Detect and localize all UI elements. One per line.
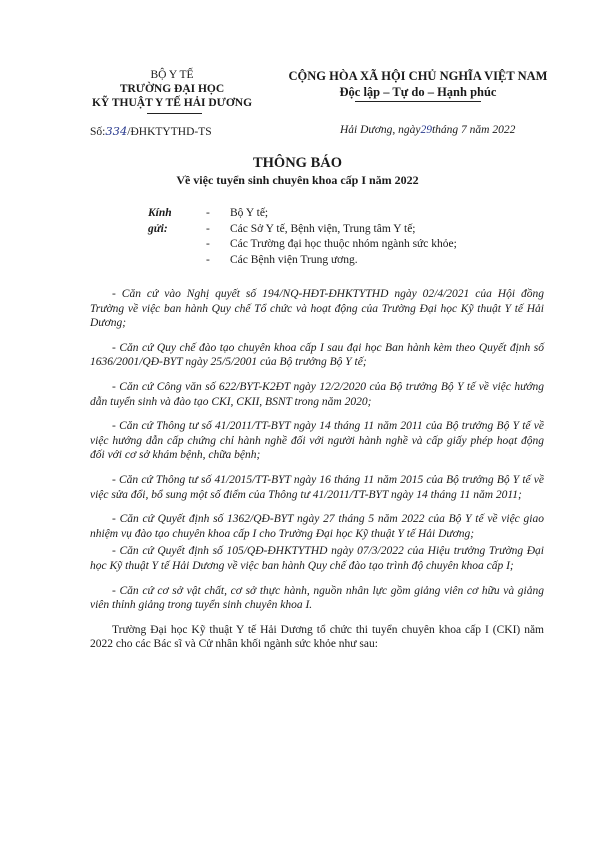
motto: Độc lập – Tự do – Hạnh phúc bbox=[339, 85, 497, 99]
issuing-organization bbox=[52, 68, 292, 110]
legal-basis-paragraph: - Căn cứ Quyết định số 105/QĐ-ĐHKTYTHD ngày 07/3/2022 của Hiệu trưởng Trường Đại học Kỹ thuật Y tế Hải Dương về việc ban hành Quy chế đào tạo trình độ chuyên khoa cấp I; bbox=[90, 545, 544, 572]
issue-date bbox=[340, 124, 515, 136]
recipient-item: - Các Trường đại học thuộc nhóm ngành sức khỏe; bbox=[202, 237, 502, 253]
legal-basis-paragraph: - Căn cứ Thông tư số 41/2011/TT-BYT ngày 14 tháng 11 năm 2011 của Bộ trưởng Bộ Y tế về việc hướng dẫn cấp chứng chỉ hành nghề đối với người hành nghề và cấp giấy phép hoạt động đối với cơ sở khám bệnh, chữa bệnh; bbox=[90, 420, 544, 462]
recipients-list bbox=[202, 206, 502, 268]
document-subtitle: Về việc tuyển sinh chuyên khoa cấp I năm 2022 bbox=[176, 173, 419, 187]
national-motto bbox=[258, 68, 578, 100]
left-header-rule bbox=[147, 113, 202, 114]
country-name: CỘNG HÒA XÃ HỘI CHỦ NGHĨA VIỆT NAM bbox=[288, 69, 548, 83]
ministry-name: BỘ Y TẾ bbox=[150, 69, 194, 81]
document-title: THÔNG BÁO bbox=[252, 155, 343, 171]
date-suffix: tháng 7 năm 2022 bbox=[431, 124, 516, 136]
university-name-line2: KỸ THUẬT Y TẾ HẢI DƯƠNG bbox=[91, 97, 253, 109]
document-body bbox=[90, 287, 544, 662]
legal-basis-paragraph: - Căn cứ Công văn số 622/BYT-K2ĐT ngày 12/2/2020 của Bộ trưởng Bộ Y tế về việc hướng dẫn tuyển sinh và đào tạo CKI, CKII, BSNT trong năm 2020; bbox=[90, 380, 544, 408]
legal-basis-paragraph: - Căn cứ Thông tư số 41/2015/TT-BYT ngày 16 tháng 11 năm 2015 của Bộ trưởng Bộ Y tế về việc sửa đổi, bổ sung một số điểm của Thông tư 41/2011/TT-BYT ngày 14 tháng 11 năm 2011; bbox=[90, 473, 544, 501]
recipient-item: - Bộ Y tế; bbox=[202, 206, 502, 222]
recipients-label: Kính gửi: bbox=[148, 207, 172, 235]
legal-basis-paragraph: - Căn cứ cơ sở vật chất, cơ sở thực hành, nguồn nhân lực gồm giảng viên cơ hữu và giảng viên thỉnh giảng trong tuyển sinh chuyên khoa I. bbox=[90, 584, 544, 612]
doc-number-suffix: /ĐHKTYTHD-TS bbox=[127, 126, 212, 138]
doc-number-prefix: Số: bbox=[90, 126, 106, 138]
doc-number-handwritten: 334 bbox=[105, 124, 128, 138]
right-header-rule bbox=[355, 101, 481, 102]
legal-basis-paragraph: - Căn cứ Quyết định số 1362/QĐ-BYT ngày 27 tháng 5 năm 2022 của Bộ Y tế về việc giao nhiệm vụ đào tạo chuyên khoa cấp I cho Trường Đại học Kỹ thuật Y tế Hải Dương; bbox=[90, 513, 544, 540]
announcement-paragraph: Trường Đại học Kỹ thuật Y tế Hải Dương tổ chức thi tuyển chuyên khoa cấp I (CKI) năm 2022 cho các Bác sĩ và Cử nhân khối ngành sức khỏe như sau: bbox=[90, 623, 544, 651]
recipient-item: - Các Bệnh viện Trung ương. bbox=[202, 253, 502, 269]
university-name-line1: TRƯỜNG ĐẠI HỌC bbox=[119, 83, 225, 95]
recipient-item: - Các Sở Y tế, Bệnh viện, Trung tâm Y tế; bbox=[202, 222, 502, 238]
document-number bbox=[90, 124, 212, 138]
legal-basis-paragraph: - Căn cứ Quy chế đào tạo chuyên khoa cấp I sau đại học Ban hành kèm theo Quyết định số 1636/2001/QĐ-BYT ngày 25/5/2001 của Bộ trưởng Bộ Y tế; bbox=[90, 341, 544, 369]
date-prefix: Hải Dương, ngày bbox=[340, 124, 421, 136]
date-day-handwritten: 29 bbox=[420, 124, 432, 136]
legal-basis-paragraph: - Căn cứ vào Nghị quyết số 194/NQ-HĐT-ĐHKTYTHD ngày 02/4/2021 của Hội đồng Trường về việc ban hành Quy chế Tổ chức và hoạt động của Trường Đại học Kỹ thuật Y tế Hải Dương; bbox=[90, 288, 544, 330]
